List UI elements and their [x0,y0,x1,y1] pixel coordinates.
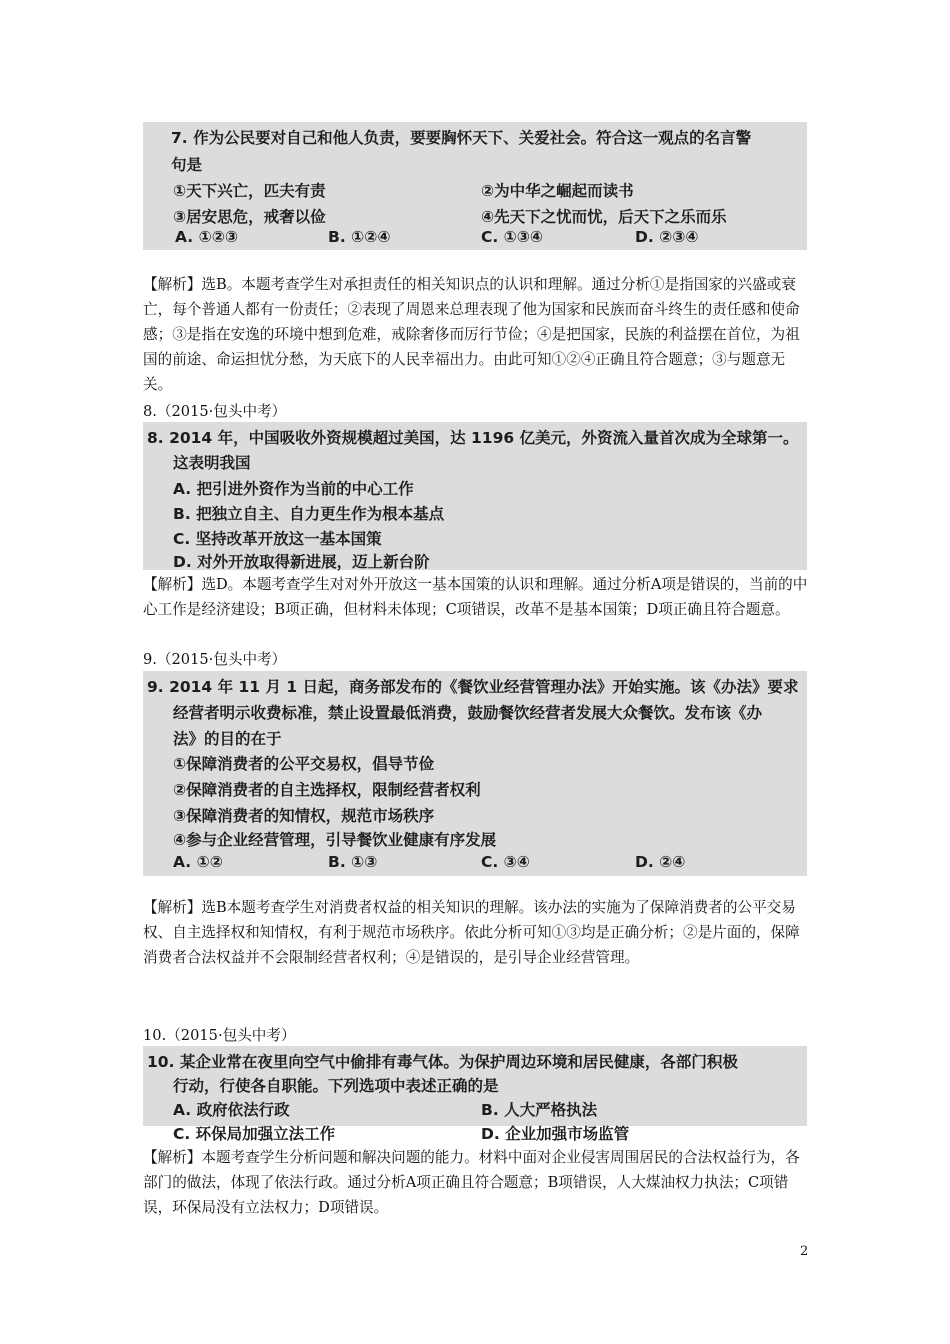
question-9-choice-b: B. ①③ [328,853,378,871]
question-10-analysis: 【解析】本题考查学生分析问题和解决问题的能力。材料中面对企业侵害周围居民的合法权益行为，各部门的做法，体现了依法行政。通过分析A项正确且符合题意；B项错误，人大煤油权力执法；C项错误，环保局没有立法权力；D项错误。 [143,1149,800,1216]
question-8-image [143,422,807,570]
question-8-choice-b: B. 把独立自主、自力更生作为根本基点 [173,505,445,523]
question-8-choice-d: D. 对外开放取得新进展，迈上新台阶 [173,553,430,571]
question-9-analysis: 【解析】选B本题考查学生对消费者权益的相关知识的理解。该办法的实施为了保障消费者的公平交易权、自主选择权和知情权，有利于规范市场秩序。依此分析可知①③均是正确分析；②是片面的，保障消费者合法权益并不会限制经营者权利；④是错误的，是引导企业经营管理。 [143,899,800,966]
question-7-choice-b: B. ①②④ [328,228,391,246]
question-9-stem-line1: 9. 2014 年 11 月 1 日起，商务部发布的《餐饮业经营管理办法》开始实施。该《办法》要求 [147,678,799,696]
question-9-item-4: ④参与企业经营管理，引导餐饮业健康有序发展 [173,831,497,849]
question-9-image [143,671,807,876]
question-7-analysis: 【解析】选B。本题考查学生对承担责任的相关知识点的认识和理解。通过分析①是指国家的兴盛或衰亡，每个普通人都有一份责任；②表现了周恩来总理表现了他为国家和民族而奋斗终生的责任感和使命感；③是指在安逸的环境中想到危难，戒除奢侈而厉行节俭；④是把国家，民族的利益摆在首位，为祖国的前途、命运担忧分愁，为天底下的人民幸福出力。由此可知①②④正确且符合题意；③与题意无关。 [143,276,800,393]
question-10-image [143,1046,807,1143]
question-9-item-2: ②保障消费者的自主选择权，限制经营者权利 [173,781,481,799]
page-number: 2 [800,1244,809,1259]
question-9-item-1: ①保障消费者的公平交易权，倡导节俭 [173,755,435,773]
question-7-item-1: ①天下兴亡，匹夫有责 [173,182,326,200]
question-8-source: 8.（2015·包头中考） [143,403,287,420]
question-9-stem-line2: 经营者明示收费标准，禁止设置最低消费，鼓励餐饮经营者发展大众餐饮。发布该《办 [173,704,763,722]
question-7-item-2: ②为中华之崛起而读书 [481,182,634,200]
question-8-analysis: 【解析】选D。本题考查学生对对外开放这一基本国策的认识和理解。通过分析A项是错误的，当前的中心工作是经济建设；B项正确，但材料未体现；C项错误，改革不是基本国策；D项正确且符合题意。 [143,576,808,618]
question-7-stem-line2: 句是 [171,156,203,174]
question-9-source: 9.（2015·包头中考） [143,651,287,668]
question-10-choice-a: A. 政府依法行政 [173,1101,290,1119]
question-10-choice-d: D. 企业加强市场监管 [481,1125,630,1143]
question-10-choice-b: B. 人大严格执法 [481,1101,598,1119]
question-7-stem-line1: 7. 作为公民要对自己和他人负责，要要胸怀天下、关爱社会。符合这一观点的名言警 [171,129,752,147]
question-9-choice-d: D. ②④ [635,853,686,871]
question-9-item-3: ③保障消费者的知情权，规范市场秩序 [173,807,435,825]
question-10-stem-line2: 行动，行使各自职能。下列选项中表述正确的是 [173,1077,499,1095]
question-10-choice-c: C. 环保局加强立法工作 [173,1125,336,1143]
question-8-stem-line2: 这表明我国 [173,454,251,472]
question-9-stem-line3: 法》的目的在于 [173,730,282,748]
question-7-choice-a: A. ①②③ [175,228,238,246]
question-10-stem-line1: 10. 某企业常在夜里向空气中偷排有毒气体。为保护周边环境和居民健康，各部门积极 [147,1053,738,1071]
question-7-item-3: ③居安思危，戒奢以俭 [173,208,326,226]
question-10-source: 10.（2015·包头中考） [143,1027,296,1044]
question-9-choice-a: A. ①② [173,853,223,871]
question-7-choice-d: D. ②③④ [635,228,699,246]
question-8-stem-line1: 8. 2014 年，中国吸收外资规模超过美国，达 1196 亿美元，外资流入量首次成为全球第一。 [147,429,799,447]
question-7-choice-c: C. ①③④ [481,228,544,246]
question-8-choice-c: C. 坚持改革开放这一基本国策 [173,530,382,548]
question-7-image [143,122,807,250]
question-7-item-4: ④先天下之忧而忧，后天下之乐而乐 [481,208,727,226]
question-8-choice-a: A. 把引进外资作为当前的中心工作 [173,480,414,498]
question-9-choice-c: C. ③④ [481,853,530,871]
